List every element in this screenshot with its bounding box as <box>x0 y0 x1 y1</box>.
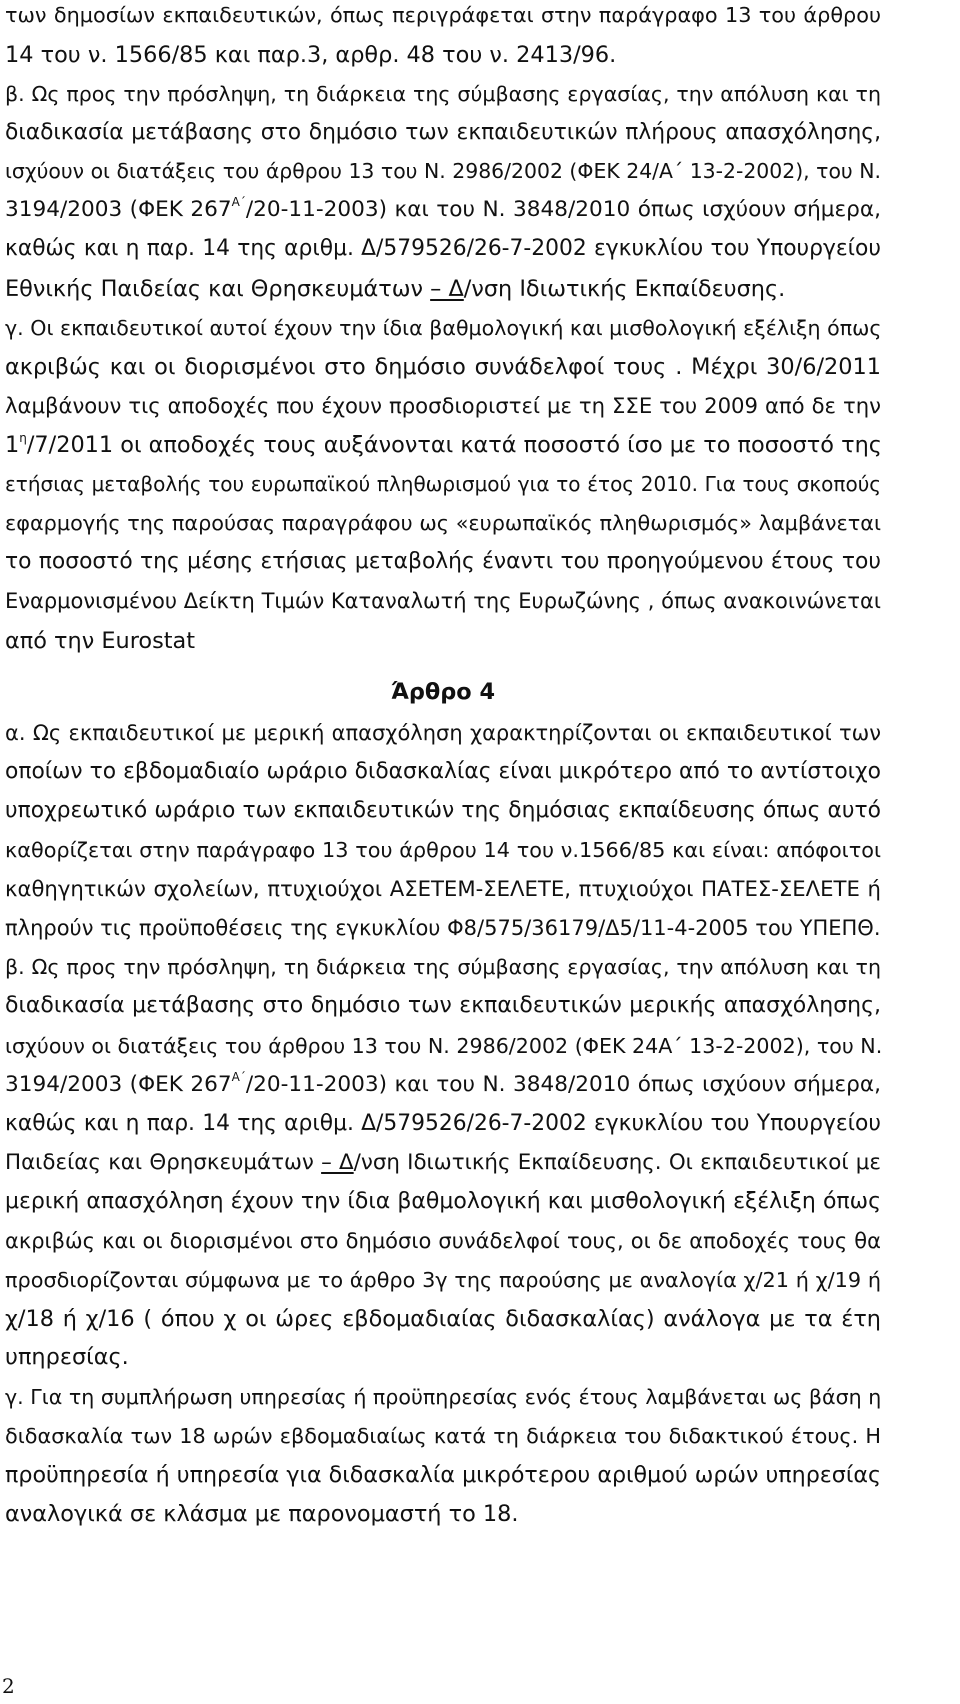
text-line: διδασκαλία των 18 ωρών εβδομαδιαίως κατά τη διάρκεια του διδακτικού έτους. Η <box>5 1424 881 1448</box>
text-segment: Εθνικής Παιδείας και Θρησκευμάτων <box>5 276 431 302</box>
text-line: το ποσοστό της μέσης ετήσιας μεταβολής έναντι του προηγούμενου έτους του <box>5 549 881 574</box>
text-line: προϋπηρεσία ή υπηρεσία για διδασκαλία μικρότερου αριθμού ωρών υπηρεσίας <box>5 1462 881 1488</box>
superscript: Α΄ <box>231 195 246 209</box>
text-line: καθηγητικών σχολείων, πτυχιούχοι ΑΣΕΤΕΜ-ΣΕΛΕΤΕ, πτυχιούχοι ΠΑΤΕΣ-ΣΕΛΕΤΕ ή <box>5 876 881 901</box>
text-line: των δημοσίων εκπαιδευτικών, όπως περιγράφεται στην παράγραφο 13 του άρθρου <box>5 3 881 27</box>
text-line: προσδιορίζονται σύμφωνα με το άρθρο 3γ της παρούσης με αναλογία χ/21 ή χ/19 ή <box>5 1268 881 1292</box>
underlined-text: – Δ <box>321 1150 354 1175</box>
text-line: α. Ως εκπαιδευτικοί με μερική απασχόληση χαρακτηρίζονται οι εκπαιδευτικοί των <box>5 721 881 745</box>
superscript: Α΄ <box>231 1070 246 1084</box>
article-heading: Άρθρο 4 <box>390 679 496 705</box>
text-line: πληρούν τις προϋποθέσεις της εγκυκλίου Φ8/575/36179/Δ5/11-4-2005 του ΥΠΕΠΘ. <box>5 916 881 940</box>
text-line: εφαρμογής της παρούσας παραγράφου ως «ευρωπαϊκός πληθωρισμός» λαμβάνεται <box>5 511 881 535</box>
text-segment: /20-11-2003) και του Ν. 3848/2010 όπως ισχύουν σήμερα, <box>245 1072 881 1097</box>
text-line: χ/18 ή χ/16 ( όπου χ οι ώρες εβδομαδιαίας διδασκαλίας) ανάλογα με τα έτη <box>5 1306 881 1332</box>
text-line: διαδικασία μετάβασης στο δημόσιο των εκπαιδευτικών μερικής απασχόλησης, <box>5 993 881 1018</box>
text-line: διαδικασία μετάβασης στο δημόσιο των εκπαιδευτικών πλήρους απασχόλησης, <box>5 120 881 145</box>
text-line: ισχύουν οι διατάξεις του άρθρου 13 του Ν. 2986/2002 (ΦΕΚ 24/Α΄ 13-2-2002), του Ν. <box>5 159 881 183</box>
text-line: ακριβώς και οι διορισμένοι στο δημόσιο συνάδελφοί τους . Μέχρι 30/6/2011 <box>5 354 881 380</box>
text-line: καθώς και η παρ. 14 της αριθμ. Δ/579526/26-7-2002 εγκυκλίου του Υπουργείου <box>5 236 881 261</box>
text-segment: /νση Ιδιωτικής Εκπαίδευσης. Οι εκπαιδευτικοί με <box>353 1150 881 1175</box>
text-line: β. Ως προς την πρόσληψη, τη διάρκεια της σύμβασης εργασίας, την απόλυση και τη <box>5 955 881 979</box>
text-line: γ. Οι εκπαιδευτικοί αυτοί έχουν την ίδια βαθμολογική και μισθολογική εξέλιξη όπως <box>5 316 882 340</box>
text-line <box>5 430 881 460</box>
superscript: η <box>19 431 27 445</box>
text-line <box>5 195 881 225</box>
page-number: 2 <box>2 1674 15 1698</box>
text-line: καθορίζεται στην παράγραφο 13 του άρθρου 14 του ν.1566/85 και είναι: απόφοιτοι <box>5 838 881 862</box>
text-line: υποχρεωτικό ωράριο των εκπαιδευτικών της δημόσιας εκπαίδευσης όπως αυτό <box>5 798 881 823</box>
text-line <box>5 1148 881 1178</box>
text-segment: 3194/2003 (ΦΕΚ 267 <box>5 1072 232 1097</box>
text-line: από την Eurostat <box>5 628 196 654</box>
text-segment: /20-11-2003) και του Ν. 3848/2010 όπως ισχύουν σήμερα, <box>245 197 881 222</box>
text-line: ετήσιας μεταβολής του ευρωπαϊκού πληθωρισμού για το έτος 2010. Για τους σκοπούς <box>5 472 881 496</box>
text-segment: /7/2011 οι αποδοχές τους αυξάνονται κατά ποσοστό ίσο με το ποσοστό της <box>26 432 882 458</box>
text-line: γ. Για τη συμπλήρωση υπηρεσίας ή προϋπηρεσίας ενός έτους λαμβάνεται ως βάση η <box>5 1385 882 1409</box>
text-line: οποίων το εβδομαδιαίο ωράριο διδασκαλίας είναι μικρότερο από το αντίστοιχο <box>5 759 881 784</box>
text-segment: 3194/2003 (ΦΕΚ 267 <box>5 197 232 222</box>
text-line: Εναρμονισμένου Δείκτη Τιμών Καταναλωτή της Ευρωζώνης , όπως ανακοινώνεται <box>5 589 881 613</box>
text-line: 14 του ν. 1566/85 και παρ.3, αρθρ. 48 του ν. 2413/96. <box>5 42 617 68</box>
text-line: ακριβώς και οι διορισμένοι στο δημόσιο συνάδελφοί τους, οι δε αποδοχές τους θα <box>5 1229 881 1253</box>
text-segment: /νση Ιδιωτικής Εκπαίδευσης. <box>463 276 786 302</box>
underlined-text: – Δ <box>430 276 464 302</box>
text-line: λαμβάνουν τις αποδοχές που έχουν προσδιοριστεί με τη ΣΣΕ του 2009 από δε την <box>5 393 881 418</box>
text-line: μερική απασχόληση έχουν την ίδια βαθμολογική και μισθολογική εξέλιξη όπως <box>5 1189 881 1214</box>
text-segment: Παιδείας και Θρησκευμάτων <box>5 1150 322 1175</box>
text-line: υπηρεσίας. <box>5 1344 129 1370</box>
text-line: καθώς και η παρ. 14 της αριθμ. Δ/579526/26-7-2002 εγκυκλίου του Υπουργείου <box>5 1111 881 1136</box>
text-line: ισχύουν οι διατάξεις του άρθρου 13 του Ν. 2986/2002 (ΦΕΚ 24Α΄ 13-2-2002), του Ν. <box>5 1034 883 1058</box>
text-line: β. Ως προς την πρόσληψη, τη διάρκεια της σύμβασης εργασίας, την απόλυση και τη <box>5 82 881 106</box>
text-line <box>5 1070 881 1100</box>
text-line <box>5 274 881 304</box>
text-segment: 1 <box>5 432 20 458</box>
text-line: αναλογικά σε κλάσμα με παρονομαστή το 18. <box>5 1501 519 1527</box>
